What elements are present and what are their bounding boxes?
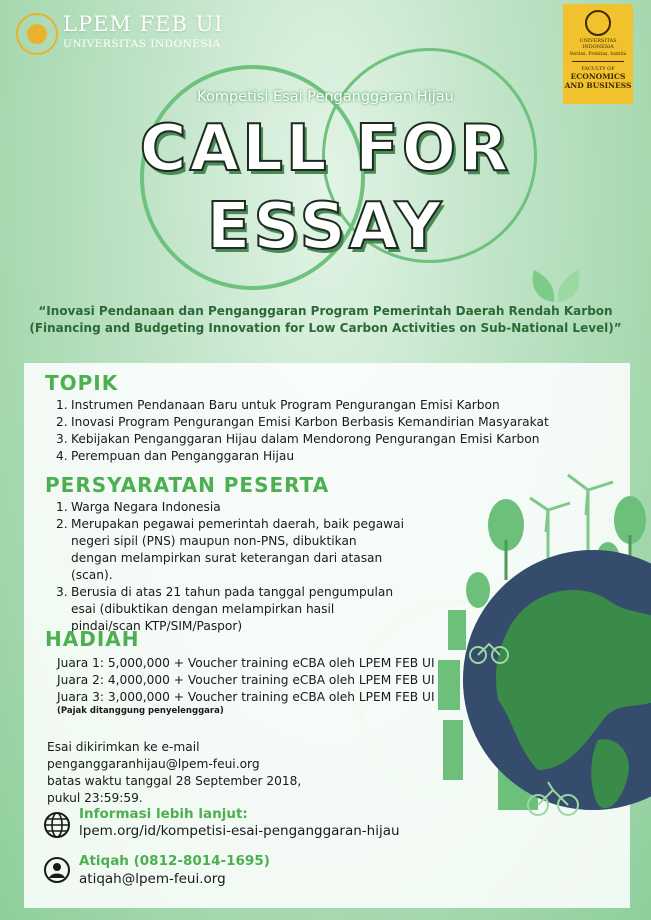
list-item [56,516,406,584]
badge-motto: Veritas, Probitas, Iustitia [569,52,627,57]
item-number: 1. [56,398,68,412]
topik-list [56,397,549,465]
contact-name: Atiqah (0812-8014-1695) [79,853,270,869]
item-number: 4. [56,449,68,463]
item-text: Warga Negara Indonesia [71,500,221,514]
item-text: Instrumen Pendanaan Baru untuk Program Pengurangan Emisi Karbon [71,398,500,412]
item-text: Berusia di atas 21 tahun pada tanggal pengumpulan esai (dibuktikan dengan melampirkan hasil pindai/scan KTP/SIM/Paspor) [71,585,394,633]
earth-illustration [418,470,651,920]
submission-email[interactable]: penganggaranhijau@lpem-feui.org [47,757,260,771]
theme-indonesian: “Inovasi Pendanaan dan Penganggaran Program Pemerintah Daerah Rendah Karbon [38,304,613,318]
badge-university: UNIVERSITAS INDONESIA [579,38,617,50]
badge-faculty-name-1: ECONOMICS [570,72,626,81]
lpem-logo-icon [16,13,58,55]
section-heading-persyaratan: PERSYARATAN PESERTA [45,473,330,497]
submission-line: Esai dikirimkan ke e-mail [47,740,200,754]
theme-english: (Financing and Budgeting Innovation for Low Carbon Activities on Sub-National Level)” [29,321,622,335]
list-item [56,431,549,448]
info-url-link[interactable]: lpem.org/id/kompetisi-esai-penganggaran-hijau [79,823,400,839]
competition-subtitle: Kompetisi Esai Penganggaran Hijau [197,89,454,105]
badge-faculty: FACULTY OF [581,66,615,72]
contact-person-icon [43,856,71,884]
makara-seal-icon [585,10,611,36]
badge-faculty-name-2: AND BUSINESS [564,81,632,90]
title-line-1: CALL FOR [139,112,512,186]
item-number: 2. [56,517,68,531]
item-text: Perempuan dan Penganggaran Hijau [71,449,295,463]
submission-info [47,739,301,807]
prize-item: Juara 2: 4,000,000 + Voucher training eCBA oleh LPEM FEB UI [57,673,435,687]
deadline-time: pukul 23:59:59. [47,791,143,805]
leaf-icon [528,262,584,304]
contact-email-link[interactable]: atiqah@lpem-feui.org [79,871,226,887]
section-heading-hadiah: HADIAH [45,627,140,651]
org-subtitle: UNIVERSITAS INDONESIA [63,38,221,50]
org-name: LPEM FEB UI [63,12,224,36]
prize-item: Juara 1: 5,000,000 + Voucher training eCBA oleh LPEM FEB UI [57,656,435,670]
title-line-2: ESSAY [206,190,445,264]
item-text: Merupakan pegawai pemerintah daerah, baik pegawai negeri sipil (PNS) maupun non-PNS, dibuktikan dengan melampirkan surat keterangan dari atasan (scan). [71,517,405,582]
item-number: 1. [56,500,68,514]
section-heading-topik: TOPIK [45,371,119,395]
item-number: 3. [56,585,68,599]
item-number: 2. [56,415,68,429]
badge-divider [572,61,624,62]
item-number: 3. [56,432,68,446]
list-item [56,397,549,414]
item-text: Kebijakan Penganggaran Hijau dalam Mendorong Pengurangan Emisi Karbon [71,432,540,446]
globe-icon [43,811,71,839]
info-label: Informasi lebih lanjut: [79,806,248,822]
list-item [56,499,406,516]
hadiah-list [57,655,435,706]
item-text: Inovasi Program Pengurangan Emisi Karbon Berbasis Kemandirian Masyarakat [71,415,549,429]
prize-item: Juara 3: 3,000,000 + Voucher training eCBA oleh LPEM FEB UI [57,690,435,704]
deadline-line: batas waktu tanggal 28 September 2018, [47,774,302,788]
list-item [56,448,549,465]
persyaratan-list [56,499,406,635]
list-item [56,414,549,431]
tax-note: (Pajak ditanggung penyelenggara) [57,706,224,716]
